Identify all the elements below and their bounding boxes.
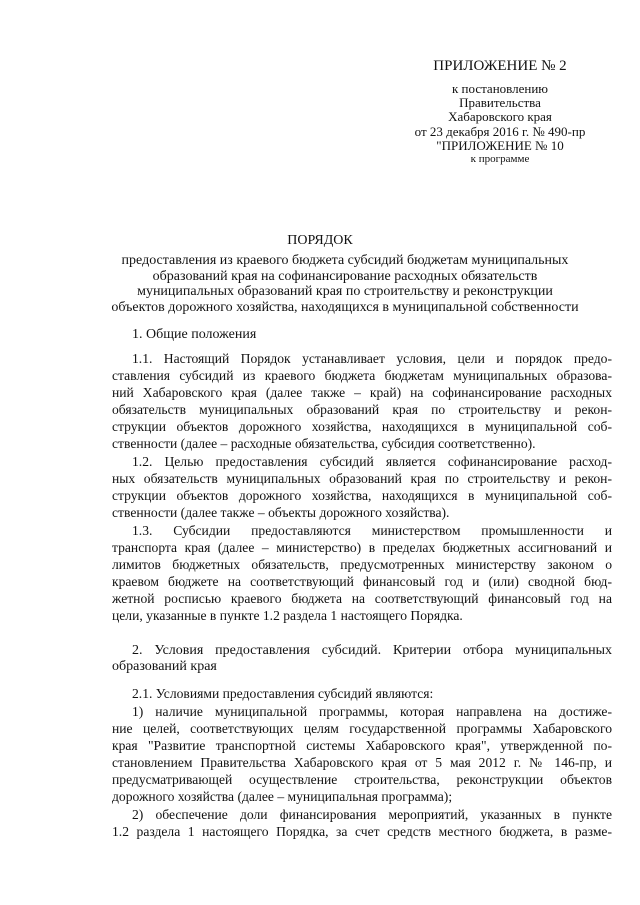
section-title-line: 2. Условия предоставления субсидий. Критерии отбора муниципальных [132,643,612,658]
appendix-lines [380,82,620,124]
paragraph-2-1-intro [112,685,612,702]
paragraph-2-1-1 [112,703,612,805]
section-2-title [112,643,612,675]
text-line: 2) обеспечение доли финансирования мероприятий, указанных в пункте [132,807,612,822]
section-1-title: 1. Общие положения [132,327,257,342]
paragraph-2-1-2 [112,806,612,840]
text-line: края "Развитие транспортной системы Хабаровского края", утвержденной по- [112,738,612,753]
paragraph-1-2 [112,453,612,521]
appendix-line: Правительства [459,95,541,110]
appendix-header [380,58,620,74]
text-line: ний Хабаровского края (далее также – край) на софинансирование расходных [112,385,612,400]
subtitle-line: образований края на софинансирование расходных обязательств [152,268,538,284]
appendix-date [380,125,620,139]
document-title: ПОРЯДОК [287,233,353,248]
text-line: 1.2. Целью предоставления субсидий является софинансирование расход- [132,454,612,469]
subtitle-line: муниципальных образований края по строительству и реконструкции [137,284,553,299]
appendix-line: к постановлению [451,81,549,96]
text-line: ставления субсидий из краевого бюджета бюджетам муниципальных образова- [112,368,612,383]
appendix-line: от 23 декабря 2016 г. № 490-пр [414,124,586,139]
subtitle-line: предоставления из краевого бюджета субсидий бюджетам муниципальных [121,253,569,268]
text-line: 2.1. Условиями предоставления субсидий являются: [132,686,434,701]
text-line: 1.1. Настоящий Порядок устанавливает условия, цели и порядок предо- [132,351,612,366]
text-line: транспорта края (далее – министерство) в пределах бюджетных ассигнований и [112,540,612,555]
text-line: дорожного хозяйства (далее – муниципальная программа); [112,789,453,804]
text-line: краевом бюджете на соответствующий финансовый год и (или) сводной бюд- [112,574,612,589]
paragraph-1-3 [112,522,612,624]
text-line: 1) наличие муниципальной программы, которая направлена на достиже- [132,704,612,719]
appendix-number: ПРИЛОЖЕНИЕ № 2 [433,58,567,74]
appendix-line: "ПРИЛОЖЕНИЕ № 10 [436,138,564,153]
section-title-line: образований края [112,659,217,674]
text-line: лимитов бюджетных обязательств, предусмотренных министерству законом о [112,557,612,572]
text-line: ных обязательств муниципальных образований края по строительству и рекон- [112,471,612,486]
text-line: ние целей, соответствующих целям государственной программы Хабаровского [112,721,612,736]
text-line: становлением Правительства Хабаровского края от 5 мая 2012 г. № 146-пр, и [112,755,612,770]
paragraph-1-1 [112,350,612,452]
text-line: предусматривающей осуществление строительства, реконструкции объектов [112,772,612,787]
text-line: 1.2 раздела 1 настоящего Порядка, за счет средств местного бюджета, в разме- [112,824,612,839]
text-line: жетной росписью краевого бюджета на соответствующий финансовый год на [112,591,612,606]
appendix-line: к программе [470,153,530,165]
appendix-line: Хабаровского края [448,109,552,124]
text-line: ственности (далее также – объекты дорожного хозяйства). [112,505,450,520]
text-line: струкции объектов дорожного хозяйства, находящихся в муниципальной соб- [112,488,612,503]
text-line: обязательств муниципальных образований края по строительству и рекон- [112,402,612,417]
text-line: цели, указанные в пункте 1.2 раздела 1 настоящего Порядка. [112,608,463,623]
appendix-program [380,139,620,165]
text-line: 1.3. Субсидии предоставляются министерством промышленности и [132,523,612,538]
text-line: ственности (далее – расходные обязательства, субсидия соответственно). [112,436,536,451]
document-subtitle [85,253,605,315]
subtitle-line: объектов дорожного хозяйства, находящихся в муниципальной собственности [111,299,579,315]
text-line: струкции объектов дорожного хозяйства, находящихся в муниципальной соб- [112,419,612,434]
